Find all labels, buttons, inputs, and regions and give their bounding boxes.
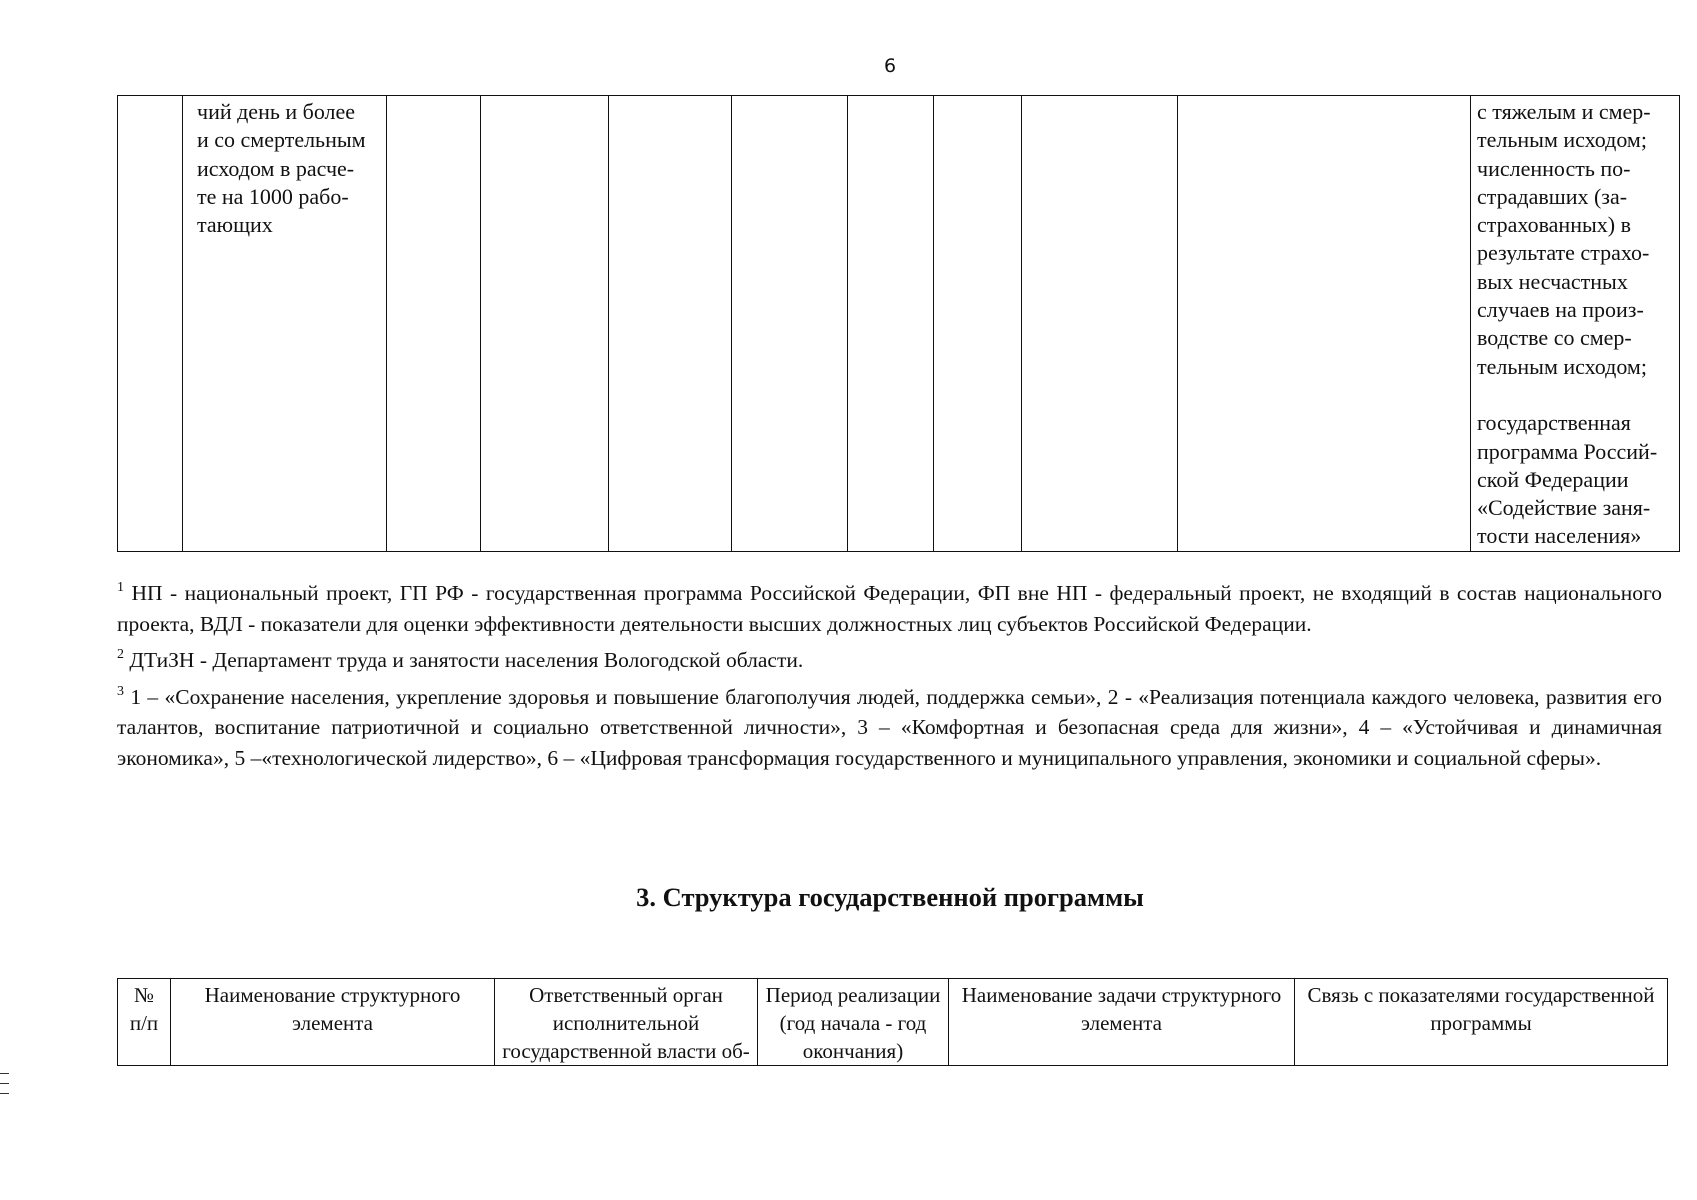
table-cell: [1022, 96, 1178, 552]
column-header-element-name: Наименование структурного элемента: [171, 979, 495, 1066]
column-header-number: № п/п: [118, 979, 171, 1066]
footnote-text: 1 – «Сохранение населения, укрепление здоровья и повышение благополучия людей, поддержка семьи», 2 - «Реализация потенциала каждого человека, развития его талантов, воспитание патриотичной и социально ответственной личности», 3 – «Комфортная и безопасная среда для жизни», 4 – «Устойчивая и динамичная экономика», 5 –«технологической лидерство», 6 – «Цифровая трансформация государственного и муниципального управления, экономики и социальной сферы».: [117, 684, 1662, 770]
footnote-text: НП - национальный проект, ГП РФ - государственная программа Российской Федерации, ФП вне НП - федеральный проект, не входящий в состав национального проекта, ВДЛ - показатели для оценки эффективности деятельности высших должностных лиц субъектов Российской Федерации.: [117, 581, 1662, 636]
margin-line: [0, 1093, 9, 1094]
footnote-1: [117, 578, 1662, 639]
indicator-text: чий день и более и со смертельным исходом в расче- те на 1000 рабо- тающих: [197, 99, 366, 238]
table-cell: [934, 96, 1022, 552]
table-cell: [1178, 96, 1471, 552]
column-header-responsible-body: Ответственный орган исполнительной государственной власти об-: [495, 979, 758, 1066]
column-header-task-name: Наименование задачи структурного элемента: [949, 979, 1295, 1066]
footnotes: [117, 578, 1662, 779]
table-cell: [848, 96, 934, 552]
column-header-indicator-link: Связь с показателями государственной программы: [1295, 979, 1668, 1066]
table-cell: [387, 96, 481, 552]
table-cell-number: [118, 96, 183, 552]
footnote-mark: 3: [117, 683, 124, 699]
table-header-row: [118, 979, 1668, 1066]
margin-line: [0, 1073, 9, 1074]
footnote-2: [117, 645, 1662, 676]
column-header-period: Период реализации (год начала - год окончания): [758, 979, 949, 1066]
margin-line: [0, 1083, 9, 1084]
margin-marks: [0, 1073, 9, 1103]
table-cell: [481, 96, 609, 552]
page-number: 6: [883, 55, 897, 77]
footnote-mark: 2: [117, 647, 124, 662]
footnote-mark: 1: [117, 580, 124, 595]
footnote-3: [117, 682, 1662, 774]
table-cell: [609, 96, 732, 552]
indicator-table-continuation: [117, 95, 1680, 552]
structure-table: [117, 978, 1668, 1066]
table-cell-indicator: [183, 96, 387, 552]
table-cell: [732, 96, 848, 552]
link-text: с тяжелым и смер- тельным исходом; численность по- страдавших (за- страхованных) в результате страхо- вых несчастных случаев на произ- водстве со смер- тельным исходом; государственная программа Россий- ской Федерации «Содействие заня- тости населения»: [1477, 99, 1658, 549]
table-row: [118, 96, 1680, 552]
section-title: 3. Структура государственной программы: [636, 882, 1144, 912]
footnote-text: ДТиЗН - Департамент труда и занятости населения Вологодской области.: [124, 648, 804, 672]
table-cell-link: [1471, 96, 1680, 552]
